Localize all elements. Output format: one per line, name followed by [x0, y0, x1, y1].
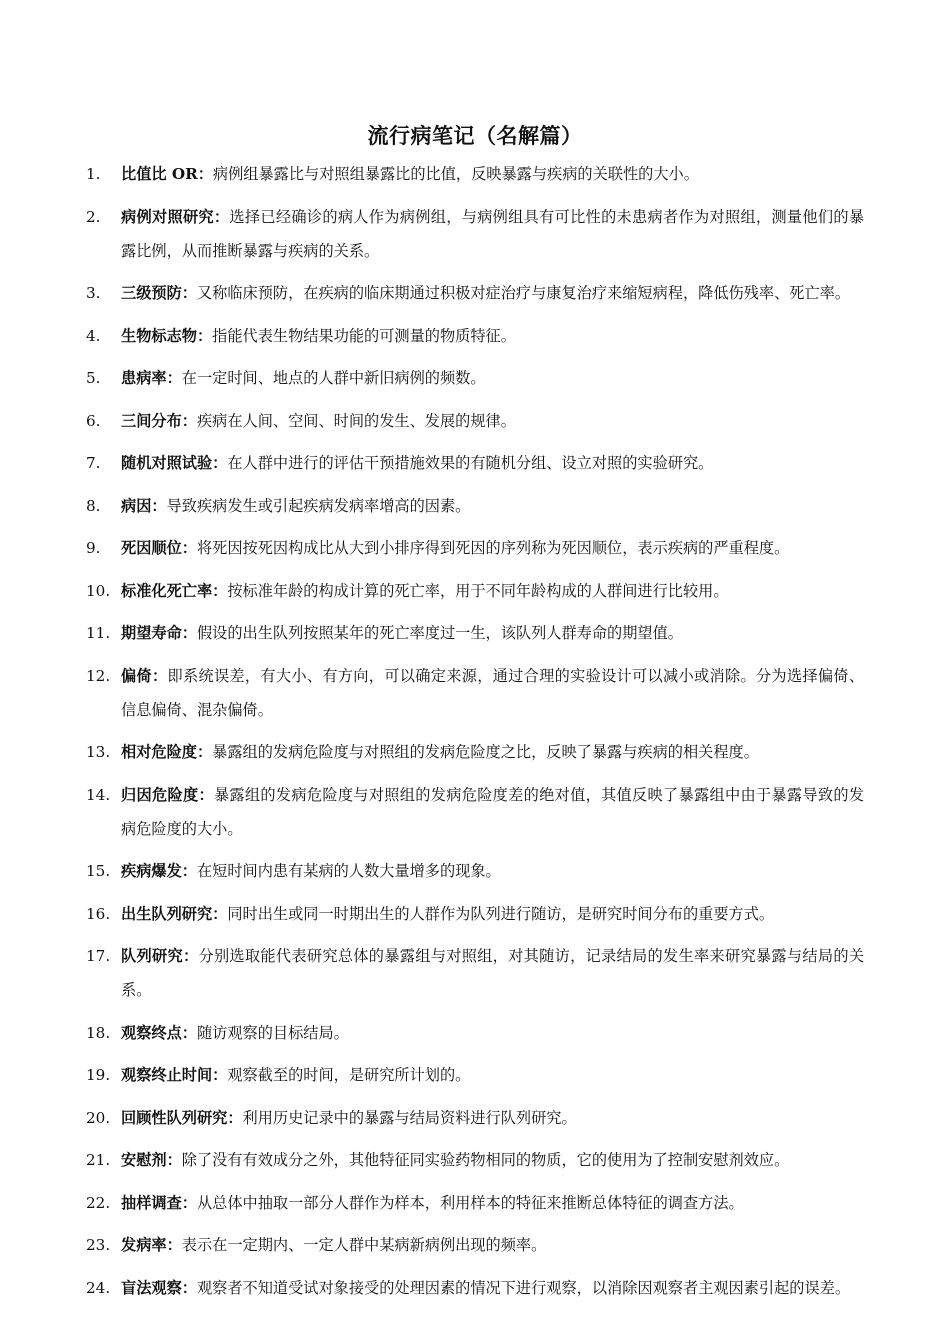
term-definition: 假设的出生队列按照某年的死亡率度过一生，该队列人群寿命的期望值。: [196, 624, 683, 642]
term-definition: 在短时间内患有某病的人数大量增多的现象。: [196, 862, 501, 880]
item-number: 15.: [86, 862, 111, 880]
item-number: 3.: [86, 284, 101, 302]
term-definition: 观察者不知道受试对象接受的处理因素的情况下进行观察，以消除因观察者主观因素引起的误差。: [196, 1278, 850, 1297]
term-list: [0, 157, 950, 1313]
term-definition: 暴露组的发病危险度与对照组的发病危险度之比，反映了暴露与疾病的相关程度。: [212, 743, 759, 761]
list-item: [0, 1101, 950, 1135]
term-name: 发病率: [121, 1236, 167, 1254]
term-name: 死因顺位: [121, 539, 182, 557]
item-number: 19.: [86, 1066, 111, 1084]
list-item: [0, 1186, 950, 1220]
list-item: [0, 939, 950, 1007]
list-item: [0, 276, 950, 310]
term-colon: ：: [166, 1151, 182, 1169]
term-name: 相对危险度: [121, 743, 197, 761]
term-definition: 选择已经确诊的病人作为病例组，与病例组具有可比性的未患病者作为对照组，测量他们的暴露比例，从而推断暴露与疾病的关系。: [121, 207, 865, 260]
list-item: [0, 157, 950, 191]
list-item: [0, 200, 950, 268]
list-item: [0, 446, 950, 480]
item-number: 5.: [86, 369, 101, 387]
term-colon: ：: [182, 947, 199, 965]
term-colon: ：: [181, 624, 197, 642]
term-definition: 分别选取能代表研究总体的暴露组与对照组，对其随访，记录结局的发生率来研究暴露与结局的关系。: [121, 947, 865, 999]
list-item: [0, 489, 950, 523]
item-number: 13.: [86, 743, 111, 761]
list-item: [0, 616, 950, 650]
term-definition: 利用历史记录中的暴露与结局资料进行队列研究。: [242, 1108, 577, 1127]
term-colon: ：: [181, 862, 197, 880]
list-item: [0, 735, 950, 769]
term-name: 盲法观察: [121, 1278, 182, 1297]
term-colon: ：: [227, 1108, 243, 1127]
term-name: 安慰剂: [121, 1151, 167, 1169]
term-colon: ：: [181, 539, 197, 557]
term-name: 出生队列研究: [121, 904, 213, 923]
item-number: 24.: [86, 1278, 111, 1297]
term-definition: 暴露组的发病危险度与对照组的发病危险度差的绝对值，其值反映了暴露组中由于暴露导致的发病危险度的大小。: [121, 785, 865, 838]
term-definition: 即系统误差，有大小、有方向，可以确定来源，通过合理的实验设计可以减小或消除。分为选择偏倚、信息偏倚、混杂偏倚。: [121, 666, 865, 719]
item-number: 17.: [86, 947, 111, 965]
list-item: [0, 1143, 950, 1177]
term-colon: ：: [151, 496, 167, 515]
term-colon: ：: [212, 1066, 228, 1084]
term-definition: 同时出生或同一时期出生的人群作为队列进行随访，是研究时间分布的重要方式。: [227, 904, 775, 923]
term-colon: ：: [196, 743, 213, 761]
term-definition: 随访观察的目标结局。: [196, 1023, 349, 1042]
term-name: 偏倚: [121, 666, 152, 685]
term-definition: 按标准年龄的构成计算的死亡率，用于不同年龄构成的人群间进行比较用。: [227, 581, 729, 600]
term-name: 三间分布: [121, 411, 182, 430]
list-item: [0, 574, 950, 608]
term-name: 队列研究: [121, 947, 183, 965]
term-name: 患病率: [121, 369, 167, 387]
list-item: [0, 897, 950, 931]
term-name: 抽样调查: [121, 1193, 182, 1212]
term-definition: 除了没有有效成分之外，其他特征同实验药物相同的物质，它的使用为了控制安慰剂效应。: [181, 1151, 790, 1169]
item-number: 4.: [86, 326, 101, 345]
term-colon: ：: [166, 369, 182, 387]
list-item: [0, 854, 950, 888]
term-colon: ：: [181, 284, 197, 302]
list-item: [0, 361, 950, 395]
item-number: 12.: [86, 666, 111, 685]
term-colon: ：: [198, 785, 214, 804]
term-name: 标准化死亡率: [121, 581, 213, 600]
term-name: 观察终止时间: [121, 1066, 213, 1084]
term-definition: 观察截至的时间，是研究所计划的。: [227, 1066, 471, 1084]
item-number: 18.: [86, 1023, 111, 1042]
item-number: 9.: [86, 539, 101, 557]
term-colon: ：: [212, 454, 228, 472]
list-item: [0, 1228, 950, 1262]
document-title: 流行病笔记（名解篇）: [367, 123, 583, 148]
item-number: 10.: [86, 581, 111, 600]
term-name: 观察终点: [121, 1023, 182, 1042]
term-colon: ：: [212, 904, 228, 923]
term-name: 生物标志物: [121, 326, 197, 345]
item-number: 14.: [86, 785, 111, 804]
term-name: 三级预防: [121, 284, 182, 302]
term-name: 回顾性队列研究: [121, 1108, 228, 1127]
item-number: 22.: [86, 1193, 111, 1212]
item-number: 21.: [86, 1151, 111, 1169]
term-definition: 导致疾病发生或引起疾病发病率增高的因素。: [166, 496, 471, 515]
term-colon: ：: [181, 1278, 197, 1297]
item-number: 1.: [86, 165, 101, 183]
list-item: [0, 1016, 950, 1050]
item-number: 16.: [86, 904, 111, 923]
term-colon: ：: [213, 207, 230, 226]
list-item: [0, 1058, 950, 1092]
term-colon: ：: [197, 165, 213, 183]
item-number: 6.: [86, 411, 101, 430]
term-definition: 指能代表生物结果功能的可测量的物质特征。: [212, 326, 516, 345]
term-definition: 将死因按死因构成比从大到小排序得到死因的序列称为死因顺位，表示疾病的严重程度。: [196, 539, 790, 557]
term-colon: ：: [151, 666, 168, 685]
term-definition: 病例组暴露比与对照组暴露比的比值，反映暴露与疾病的关联性的大小。: [212, 165, 699, 183]
item-number: 20.: [86, 1108, 111, 1127]
term-definition: 从总体中抽取一部分人群作为样本，利用样本的特征来推断总体特征的调查方法。: [196, 1193, 744, 1212]
item-number: 2.: [86, 207, 101, 226]
term-colon: ：: [196, 326, 213, 345]
term-colon: ：: [212, 581, 228, 600]
term-name: 病因: [121, 496, 152, 515]
item-number: 11.: [86, 624, 111, 642]
term-definition: 表示在一定期内、一定人群中某病新病例出现的频率。: [181, 1236, 547, 1254]
term-definition: 在一定时间、地点的人群中新旧病例的频数。: [181, 369, 486, 387]
term-definition: 疾病在人间、空间、时间的发生、发展的规律。: [196, 411, 516, 430]
term-colon: ：: [166, 1236, 182, 1254]
term-colon: ：: [181, 1193, 197, 1212]
term-name: 期望寿命: [121, 624, 182, 642]
list-item: [0, 659, 950, 727]
term-name: 随机对照试验: [121, 454, 213, 472]
term-colon: ：: [181, 411, 197, 430]
item-number: 8.: [86, 496, 101, 515]
list-item: [0, 531, 950, 565]
list-item: [0, 1271, 950, 1305]
item-number: 7.: [86, 454, 101, 472]
list-item: [0, 404, 950, 438]
item-number: 23.: [86, 1236, 111, 1254]
term-name: 比值比 OR: [121, 165, 198, 183]
term-definition: 又称临床预防，在疾病的临床期通过积极对症治疗与康复治疗来缩短病程，降低伤残率、死亡率。: [196, 284, 850, 302]
term-definition: 在人群中进行的评估干预措施效果的有随机分组、设立对照的实验研究。: [227, 454, 714, 472]
term-name: 归因危险度: [121, 785, 199, 804]
term-colon: ：: [181, 1023, 197, 1042]
term-name: 病例对照研究: [121, 207, 214, 226]
term-name: 疾病爆发: [121, 862, 182, 880]
list-item: [0, 319, 950, 353]
list-item: [0, 778, 950, 846]
